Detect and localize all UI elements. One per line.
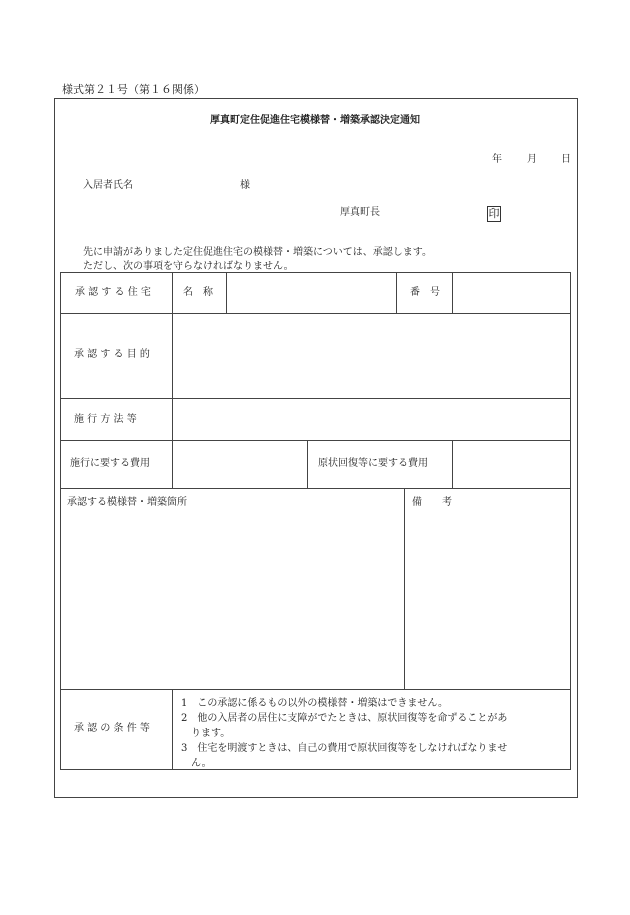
date-day: 日 (561, 154, 571, 165)
condition-line: 1 この承認に係るもの以外の模様替・増築はできません。 (181, 698, 448, 709)
issuer-label: 厚真町長 (340, 207, 380, 218)
restore-cost-label: 原状回復等に要する費用 (318, 458, 428, 469)
cost-label: 施行に要する費用 (70, 458, 150, 469)
recipient-label: 入居者氏名 (83, 180, 133, 191)
condition-line: 2 他の入居者の居住に支障がでたときは、原状回復等を命ずることがあ (181, 713, 508, 724)
date-year: 年 (492, 154, 502, 165)
document-title: 厚真町定住促進住宅模様替・増築承認決定通知 (210, 115, 420, 126)
condition-line: ん。 (181, 758, 212, 769)
form-number: 様式第２１号（第１６関係） (62, 83, 205, 96)
intro-line-2: ただし、次の事項を守らなければなりません。 (83, 261, 294, 272)
purpose-label: 承 認 す る 目 的 (74, 349, 150, 360)
housing-label: 承 認 す る 住 宅 (75, 287, 151, 298)
conditions-label: 承 認 の 条 件 等 (74, 723, 150, 734)
condition-line: ります。 (181, 728, 231, 739)
seal-mark: 印 (488, 207, 500, 220)
method-label: 施 行 方 法 等 (74, 414, 137, 425)
honorific: 様 (240, 180, 250, 191)
intro-line-1: 先に申請がありました定住促進住宅の模様替・増築については、承認します。 (83, 247, 432, 258)
name-label: 名 称 (183, 287, 213, 298)
conditions-list (181, 696, 567, 771)
condition-line: 3 住宅を明渡すときは、自己の費用で原状回復等をしなければなりませ (181, 743, 508, 754)
remarks-label: 備 考 (412, 497, 452, 508)
location-label: 承認する模様替・増築箇所 (67, 497, 187, 508)
document-frame (54, 98, 578, 798)
date-month: 月 (527, 154, 537, 165)
number-label: 番 号 (410, 287, 440, 298)
